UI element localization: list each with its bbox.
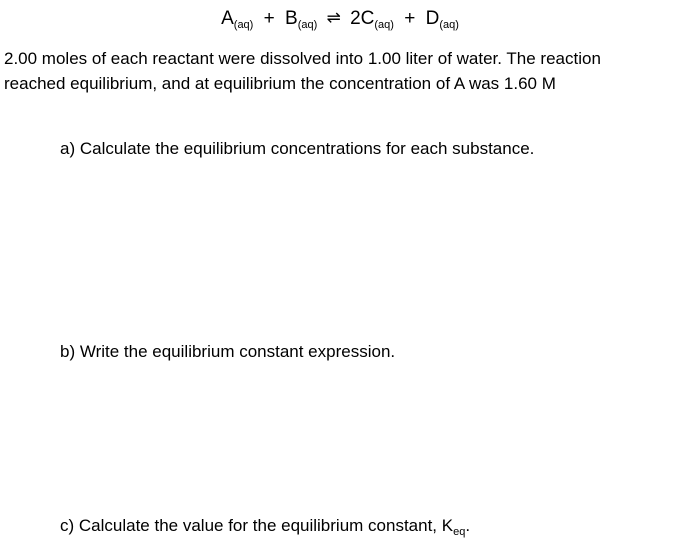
product-c: 2C [350,8,375,29]
problem-statement-line: 2.00 moles of each reactant were dissolved into 1.00 liter of water. The reaction [4,49,601,68]
question-c-text: c) Calculate the value for the equilibrium constant, K [60,516,454,535]
problem-statement [4,46,678,96]
product-d: D [425,8,440,29]
product-d-state: (aq) [439,19,459,31]
question-a: a) Calculate the equilibrium concentrations for each substance. [60,139,535,158]
question-c-period: . [465,516,471,535]
equilibrium-arrow-icon: ⇌ [326,8,341,27]
plus-sign: + [263,8,275,29]
keq-subscript: eq [453,526,466,538]
problem-statement-line: reached equilibrium, and at equilibrium the concentration of A was 1.60 M [4,74,556,93]
reactant-a-state: (aq) [233,19,254,31]
product-c-state: (aq) [374,19,394,31]
plus-sign: + [404,8,416,29]
reactant-b: B [285,8,298,29]
question-b: b) Write the equilibrium constant expression. [60,342,396,361]
reaction-equation [0,4,680,33]
reactant-b-state: (aq) [297,19,318,31]
question-c [60,515,470,537]
reactant-a: A [221,8,234,29]
